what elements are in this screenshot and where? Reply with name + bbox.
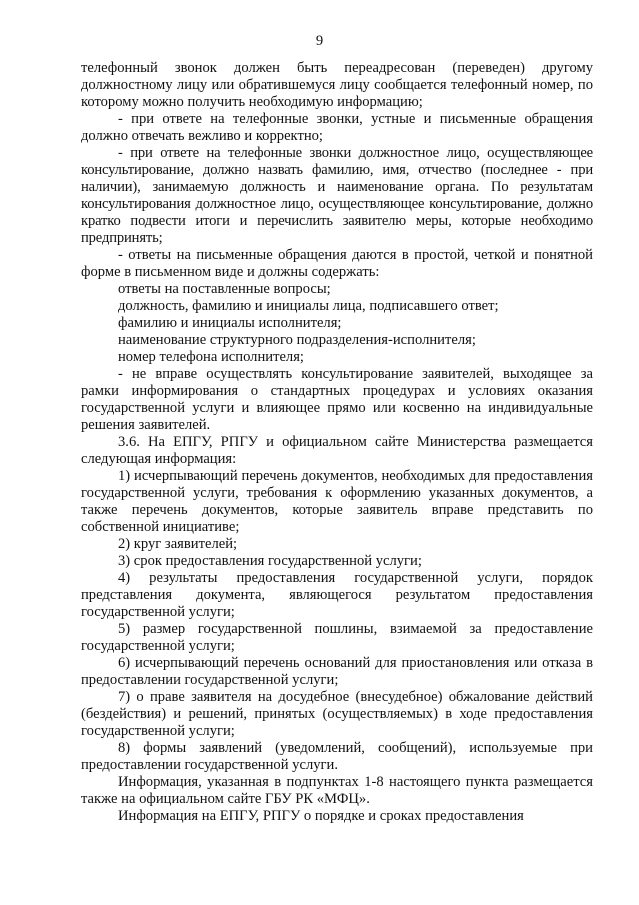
paragraph-written-answers: - ответы на письменные обращения даются в простой, четкой и понятной форме в письменном виде и должны содержать: [81,247,593,280]
paragraph-phone-consulting: - при ответе на телефонные звонки должностное лицо, осуществляющее консультирование, должно назвать фамилию, имя, отчество (последнее - при наличии), занимаемую должность и наименование органа. По результатам консультирования должностное лицо, осуществляющее консультирование, должно кратко подвести итоги и перечислить заявителю меры, которые необходимо предпринять; [81,145,593,246]
list-item-3-term: 3) срок предоставления государственной услуги; [118,553,422,569]
list-item-6-grounds: 6) исчерпывающий перечень оснований для приостановления или отказа в предоставлении государственной услуги; [81,655,593,688]
list-item-5-fee: 5) размер государственной пошлины, взимаемой за предоставление государственной услуги; [81,621,593,654]
list-item-department: наименование структурного подразделения-исполнителя; [118,332,476,348]
paragraph-redirect-call: телефонный звонок должен быть переадресован (переведен) другому должностному лицу или обратившемуся лицу сообщается телефонный номер, по которому можно получить необходимую информацию; [81,60,593,110]
list-item-phone: номер телефона исполнителя; [118,349,304,365]
document-body [81,60,593,825]
paragraph-portal-info: Информация на ЕПГУ, РПГУ о порядке и сроках предоставления [118,808,524,824]
list-item-2-applicants: 2) круг заявителей; [118,536,238,552]
list-item-4-results: 4) результаты предоставления государственной услуги, порядок представления документа, являющегося результатом предоставления государственной услуги; [81,570,593,620]
page-number: 9 [315,33,324,49]
list-item-1-documents: 1) исчерпывающий перечень документов, необходимых для предоставления государственной услуги, требования к оформлению указанных документов, а также перечень документов, которые заявитель вправе представить по собственной инициативе; [81,468,593,535]
list-item-answers: ответы на поставленные вопросы; [118,281,331,297]
paragraph-mfc-info: Информация, указанная в подпунктах 1-8 настоящего пункта размещается также на официальном сайте ГБУ РК «МФЦ». [81,774,593,807]
paragraph-polite-answer: - при ответе на телефонные звонки, устные и письменные обращения должно отвечать вежливо и корректно; [81,111,593,144]
list-item-7-appeal: 7) о праве заявителя на досудебное (внесудебное) обжалование действий (бездействия) и решений, принятых (осуществляемых) в ходе предоставления государственной услуги; [81,689,593,739]
list-item-8-forms: 8) формы заявлений (уведомлений, сообщений), используемые при предоставлении государственной услуги. [81,740,593,773]
list-item-executor: фамилию и инициалы исполнителя; [118,315,342,331]
paragraph-section-3-6: 3.6. На ЕПГУ, РПГУ и официальном сайте Министерства размещается следующая информация: [81,434,593,467]
paragraph-consulting-limits: - не вправе осуществлять консультирование заявителей, выходящее за рамки информирования о стандартных процедурах и условиях оказания государственной услуги и влияющее прямо или косвенно на индивидуальные решения заявителей. [81,366,593,433]
list-item-signer: должность, фамилию и инициалы лица, подписавшего ответ; [118,298,499,314]
